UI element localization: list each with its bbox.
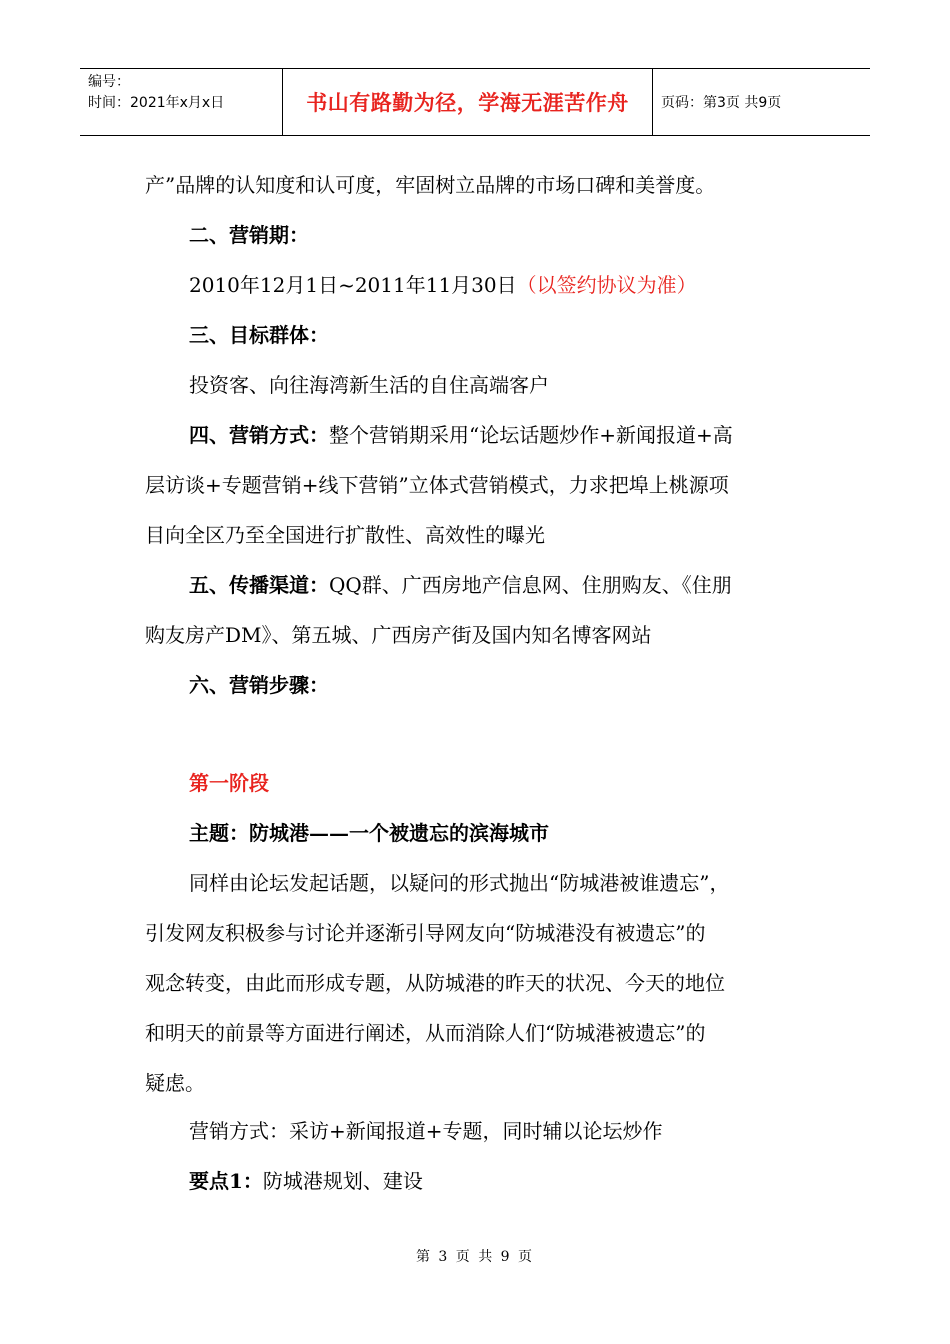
section-heading-period: 二、营销期： (189, 223, 309, 247)
period-line (145, 260, 815, 310)
key-point-line (145, 1156, 815, 1206)
page-footer: 第 3 页 共 9 页 (415, 1249, 535, 1265)
period-note: （以签约协议为准） (516, 273, 697, 297)
section-heading-target: 三、目标群体： (189, 323, 329, 347)
target-text: 投资客、向往海湾新生活的自住高端客户 (189, 373, 549, 397)
page-header (80, 68, 870, 136)
channels-text: QQ群、广西房地产信息网、住朋购友、《住朋 (329, 573, 732, 597)
text-line: 目向全区乃至全国进行扩散性、高效性的曝光 (145, 523, 545, 547)
text-line: 产”品牌的认知度和认可度，牢固树立品牌的市场口碑和美誉度。 (145, 173, 716, 197)
header-number-label: 编号： (88, 74, 130, 90)
text-line: 疑虑。 (145, 1071, 205, 1095)
header-motto: 书山有路勤为径，学海无涯苦作舟 (306, 90, 629, 115)
text-line: 观念转变，由此而形成专题，从防城港的昨天的状况、今天的地位 (145, 971, 725, 995)
key-point-text: 防城港规划、建设 (262, 1169, 423, 1193)
key-point-label: 要点1： (189, 1169, 263, 1193)
header-motto-cell (282, 69, 653, 135)
stage-theme: 主题：防城港——一个被遗忘的滨海城市 (189, 821, 549, 845)
method-text: 整个营销期采用“论坛话题炒作+新闻报道+高 (329, 423, 733, 447)
stage-method: 营销方式：采访+新闻报道+专题，同时辅以论坛炒作 (189, 1119, 663, 1143)
marketing-method-line (145, 410, 815, 460)
section-heading-method: 四、营销方式： (189, 423, 329, 447)
text-line: 层访谈+专题营销+线下营销”立体式营销模式，力求把埠上桃源项 (145, 473, 729, 497)
header-page-info: 页码：第3页 共9页 (661, 95, 782, 111)
channels-line (145, 560, 815, 610)
header-meta (80, 69, 282, 135)
text-line: 同样由论坛发起话题，以疑问的形式抛出“防城港被谁遗忘”， (189, 871, 730, 895)
period-dates: 2010年12月1日~2011年11月30日 (189, 273, 517, 297)
header-time-label: 时间：2021年x月x日 (88, 95, 225, 111)
stage-heading: 第一阶段 (189, 771, 269, 795)
section-heading-channels: 五、传播渠道： (189, 573, 329, 597)
text-line: 和明天的前景等方面进行阐述，从而消除人们“防城港被遗忘”的 (145, 1021, 706, 1045)
text-line: 引发网友积极参与讨论并逐渐引导网友向“防城港没有被遗忘”的 (145, 921, 706, 945)
section-heading-steps: 六、营销步骤： (189, 673, 329, 697)
text-line: 购友房产DM》、第五城、广西房产街及国内知名博客网站 (145, 623, 652, 647)
